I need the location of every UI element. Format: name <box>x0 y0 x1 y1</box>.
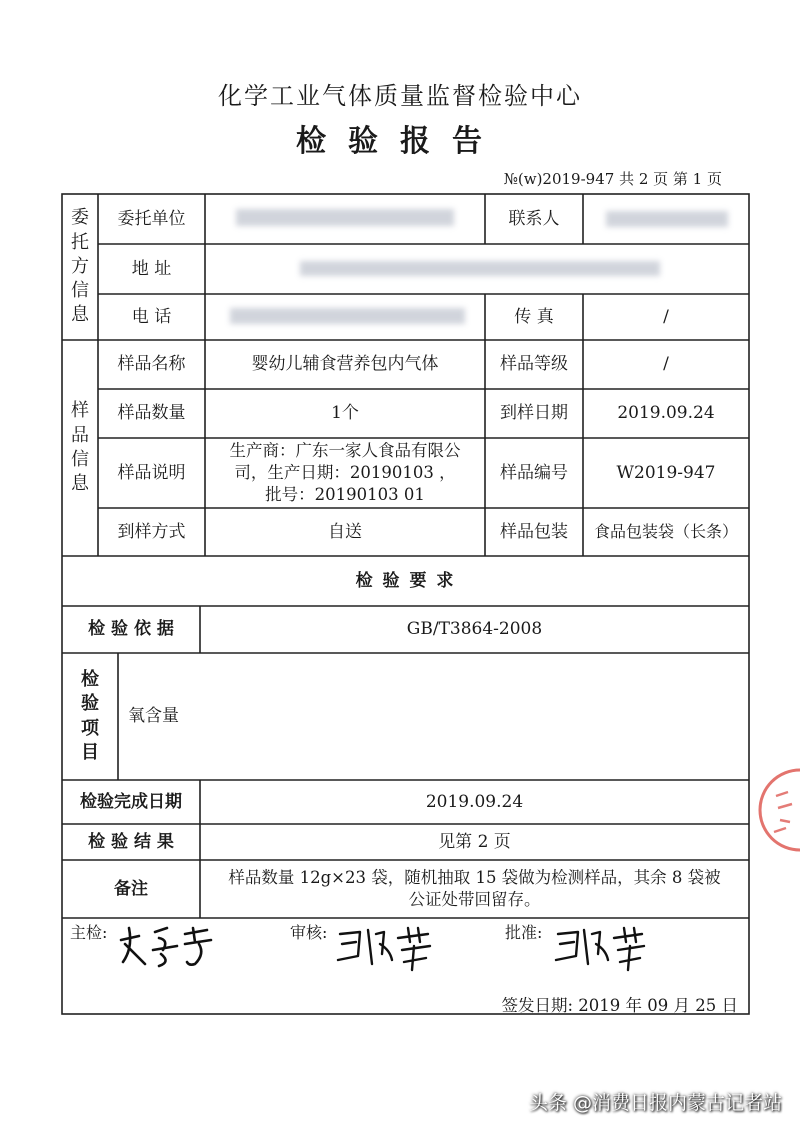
remark-label: 备注 <box>114 878 148 899</box>
remark-line: 公证处带回留存。 <box>408 890 541 909</box>
inspector-signature <box>115 918 225 970</box>
contact-label: 联系人 <box>508 208 560 229</box>
sample-name-label: 样品名称 <box>117 354 186 375</box>
sample-package-value: 食品包装袋（长条） <box>593 522 738 542</box>
inspector-label: 主检: <box>70 923 108 942</box>
redacted-contact <box>606 211 728 227</box>
sample-grade-label: 样品等级 <box>500 354 568 375</box>
remark-line: 样品数量 12g×23 袋，随机抽取 15 袋做为检测样品，其余 8 袋被 <box>228 867 721 887</box>
watermark-text: 头条 @消费日报内蒙古记者站 <box>528 1092 782 1114</box>
approver-signature <box>552 920 652 976</box>
arrival-date-value: 2019.09.24 <box>617 403 715 424</box>
done-date-label: 检验完成日期 <box>80 791 182 812</box>
sample-code-label: 样品编号 <box>500 462 568 483</box>
remark-value <box>200 860 749 918</box>
items-label: 检 验 项 目 <box>81 668 99 763</box>
result-label: 检 验 结 果 <box>88 831 174 852</box>
approver-label: 批准: <box>505 923 543 942</box>
sample-code-value: W2019-947 <box>616 462 716 483</box>
sample-desc-line: 司，生产日期：20190103 ， <box>234 463 456 483</box>
redacted-address <box>300 261 660 276</box>
address-label: 地 址 <box>131 258 172 279</box>
sample-qty-label: 样品数量 <box>117 403 186 424</box>
basis-label: 检 验 依 据 <box>88 619 174 640</box>
requirements-title: 检 验 要 求 <box>355 570 456 591</box>
fax-label: 传 真 <box>514 306 554 327</box>
issue-date: 签发日期: 2019 年 09 月 25 日 <box>501 996 738 1015</box>
reviewer-signature <box>332 920 442 976</box>
sample-qty-value: 1个 <box>331 403 359 424</box>
report-title: 检验报告 <box>296 124 504 159</box>
sample-desc-line: 批号：20190103 01 <box>265 484 425 504</box>
client-section-label: 委 托 方 信 息 <box>71 207 89 326</box>
arrival-method-label: 到样方式 <box>117 521 186 542</box>
basis-value: GB/T3864-2008 <box>406 619 543 640</box>
reviewer-label: 审核: <box>290 923 328 942</box>
done-date-value: 2019.09.24 <box>425 791 524 812</box>
fax-value: / <box>663 306 669 327</box>
report-number: №(w)2019-947 共 2 页 第 1 页 <box>503 170 722 188</box>
sample-desc-line: 生产商：广东一家人食品有限公 <box>229 441 461 461</box>
redacted-unit <box>236 209 454 226</box>
organization-name: 化学工业气体质量监督检验中心 <box>218 82 582 110</box>
result-value: 见第 2 页 <box>438 831 511 852</box>
arrival-date-label: 到样日期 <box>500 403 568 424</box>
sample-package-label: 样品包装 <box>500 521 568 542</box>
items-value: 氧含量 <box>128 706 179 727</box>
arrival-method-value: 自送 <box>328 521 362 542</box>
sample-desc-label: 样品说明 <box>117 462 186 483</box>
redacted-phone <box>230 308 465 324</box>
sample-grade-value: / <box>663 354 669 375</box>
seal-stamp <box>752 762 800 858</box>
sample-section-label: 样 品 信 息 <box>71 400 89 495</box>
phone-label: 电 话 <box>131 306 172 327</box>
sample-desc-value <box>205 438 485 508</box>
client-unit-label: 委托单位 <box>117 208 186 229</box>
sample-name-value: 婴幼儿辅食营养包内气体 <box>251 354 439 375</box>
